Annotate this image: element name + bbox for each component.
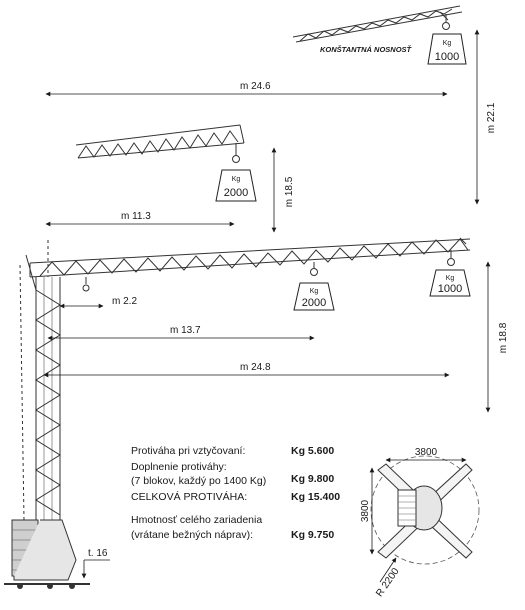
spec-added-counterweight-value: Kg 9.800 (291, 473, 335, 485)
top-reach-label: m 24.6 (240, 81, 271, 92)
main-mid-load-value: 2000 (301, 297, 327, 309)
spec-erection-counterweight-value: Kg 5.600 (291, 445, 335, 457)
main-mid-hook (311, 262, 318, 276)
spec-added-counterweight-note: (7 blokov, každý po 1400 Kg) (131, 475, 267, 487)
spec-added-counterweight-label: Doplnenie protiváhy: (131, 461, 227, 473)
mid-jib (76, 125, 244, 158)
main-tip-load-value: 1000 (437, 283, 463, 295)
top-height-label: m 22.1 (486, 102, 497, 134)
base-plan-view (360, 447, 479, 599)
plan-radius-label: R 2200 (374, 566, 402, 599)
spec-total-weight-label: Hmotnosť celého zariadenia (131, 514, 263, 526)
main-mid-load-unit: Kg (309, 288, 319, 295)
main-tip-load-unit: Kg (445, 275, 455, 282)
top-hook (443, 14, 450, 30)
mast (20, 240, 60, 520)
near-reach-label: m 2.2 (112, 296, 138, 307)
counterweight-specs (131, 445, 340, 541)
mid-height-label: m 18.5 (284, 176, 295, 208)
top-jib-configuration (46, 6, 497, 204)
near-hook (83, 277, 89, 291)
constant-load-caption: KONŠTANTNÁ NOSNOSŤ (320, 45, 412, 54)
main-crane (4, 238, 509, 589)
mid-load-reach-label: m 13.7 (170, 325, 201, 336)
spec-total-weight-note: (vrátane bežných náprav): (131, 529, 253, 541)
spec-total-counterweight-label: CELKOVÁ PROTIVÁHA: (131, 491, 248, 503)
mid-load-value: 2000 (223, 187, 249, 199)
plan-depth-label: 3800 (360, 499, 371, 523)
main-tip-hook (448, 250, 455, 266)
top-load-value: 1000 (434, 51, 460, 63)
main-jib (30, 238, 470, 277)
mid-jib-configuration (46, 125, 295, 232)
top-load-unit: Kg (442, 40, 452, 47)
mid-load-unit: Kg (231, 176, 241, 183)
plan-width-label: 3800 (414, 447, 438, 458)
spec-total-counterweight-value: Kg 15.400 (291, 491, 341, 503)
mid-hook (233, 143, 240, 163)
crane-base (4, 520, 90, 589)
spec-total-weight-value: Kg 9.750 (291, 529, 335, 541)
tip-reach-label: m 24.8 (240, 362, 271, 373)
main-height-label: m 18.8 (498, 322, 509, 354)
base-thickness-label: t. 16 (88, 548, 108, 559)
spec-erection-counterweight-label: Protiváha pri vztyčovaní: (131, 445, 246, 457)
mid-reach-label: m 11.3 (121, 211, 151, 222)
